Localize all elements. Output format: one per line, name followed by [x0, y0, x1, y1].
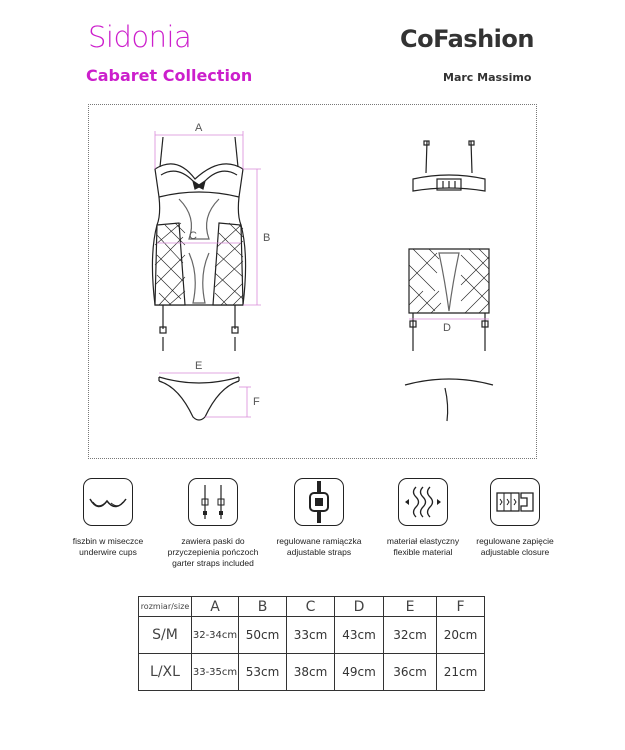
dimension-label-f: F	[253, 396, 260, 408]
table-cell: 32-34cm	[192, 617, 239, 654]
table-row	[139, 617, 485, 654]
thong-dimensions	[159, 373, 251, 417]
feature-label-pl: materiał elastyczny	[386, 536, 460, 546]
table-cell: 50cm	[239, 617, 287, 654]
flexible-material-icon	[398, 478, 448, 526]
feature-garter-straps	[153, 478, 273, 569]
garter-strap-icon	[188, 478, 238, 526]
measurement-diagram	[88, 104, 537, 459]
column-header-f: F	[437, 597, 485, 617]
fishnet-panels	[155, 223, 243, 305]
feature-adjustable-straps	[259, 478, 379, 558]
garment-drawings	[89, 105, 536, 458]
table-cell: 20cm	[437, 617, 485, 654]
size-label: L/XL	[139, 654, 192, 691]
adjustable-closure-icon	[490, 478, 540, 526]
size-table-corner: rozmiar/size	[139, 597, 192, 617]
column-header-b: B	[239, 597, 287, 617]
back-thong-drawing	[405, 379, 493, 421]
table-cell: 49cm	[335, 654, 384, 691]
column-header-e: E	[384, 597, 437, 617]
brand-logo: CoFashion	[400, 25, 534, 53]
table-cell: 43cm	[335, 617, 384, 654]
feature-label-pl: fiszbin w miseczce	[72, 536, 144, 546]
designer-name: Marc Massimo	[443, 71, 532, 84]
dimension-label-d: D	[443, 322, 451, 334]
feature-label-en: adjustable straps	[286, 547, 352, 557]
feature-label-pl: regulowane zapięcie	[476, 536, 554, 546]
size-table-header-row	[139, 597, 485, 617]
collection-name: Cabaret Collection	[86, 66, 253, 85]
feature-adjustable-closure	[455, 478, 575, 558]
product-title: Sidonia	[88, 20, 192, 54]
feature-label-en: adjustable closure	[480, 547, 550, 557]
dimension-label-b: B	[263, 232, 271, 244]
feature-underwire	[48, 478, 168, 558]
table-cell: 38cm	[287, 654, 335, 691]
table-cell: 53cm	[239, 654, 287, 691]
feature-label-pl: zawiera paski do przyczepienia pończoch	[167, 536, 259, 557]
feature-label-en: flexible material	[393, 547, 453, 557]
table-cell: 32cm	[384, 617, 437, 654]
column-header-d: D	[335, 597, 384, 617]
thong-drawing	[159, 377, 239, 420]
column-header-c: C	[287, 597, 335, 617]
feature-label-en: garter straps included	[172, 558, 254, 568]
feature-label-pl: regulowane ramiączka	[276, 536, 362, 546]
feature-label-en: underwire cups	[79, 547, 137, 557]
table-cell: 33-35cm	[192, 654, 239, 691]
dimension-label-c: C	[189, 230, 197, 242]
size-table	[138, 596, 485, 691]
back-garter-drawing	[409, 249, 489, 351]
column-header-a: A	[192, 597, 239, 617]
back-bra-drawing	[413, 141, 485, 191]
table-cell: 33cm	[287, 617, 335, 654]
underwire-cup-icon	[83, 478, 133, 526]
adjustable-strap-icon	[294, 478, 344, 526]
dimension-label-a: A	[195, 122, 203, 134]
size-label: S/M	[139, 617, 192, 654]
table-row	[139, 654, 485, 691]
table-cell: 21cm	[437, 654, 485, 691]
dimension-label-e: E	[195, 360, 203, 372]
table-cell: 36cm	[384, 654, 437, 691]
